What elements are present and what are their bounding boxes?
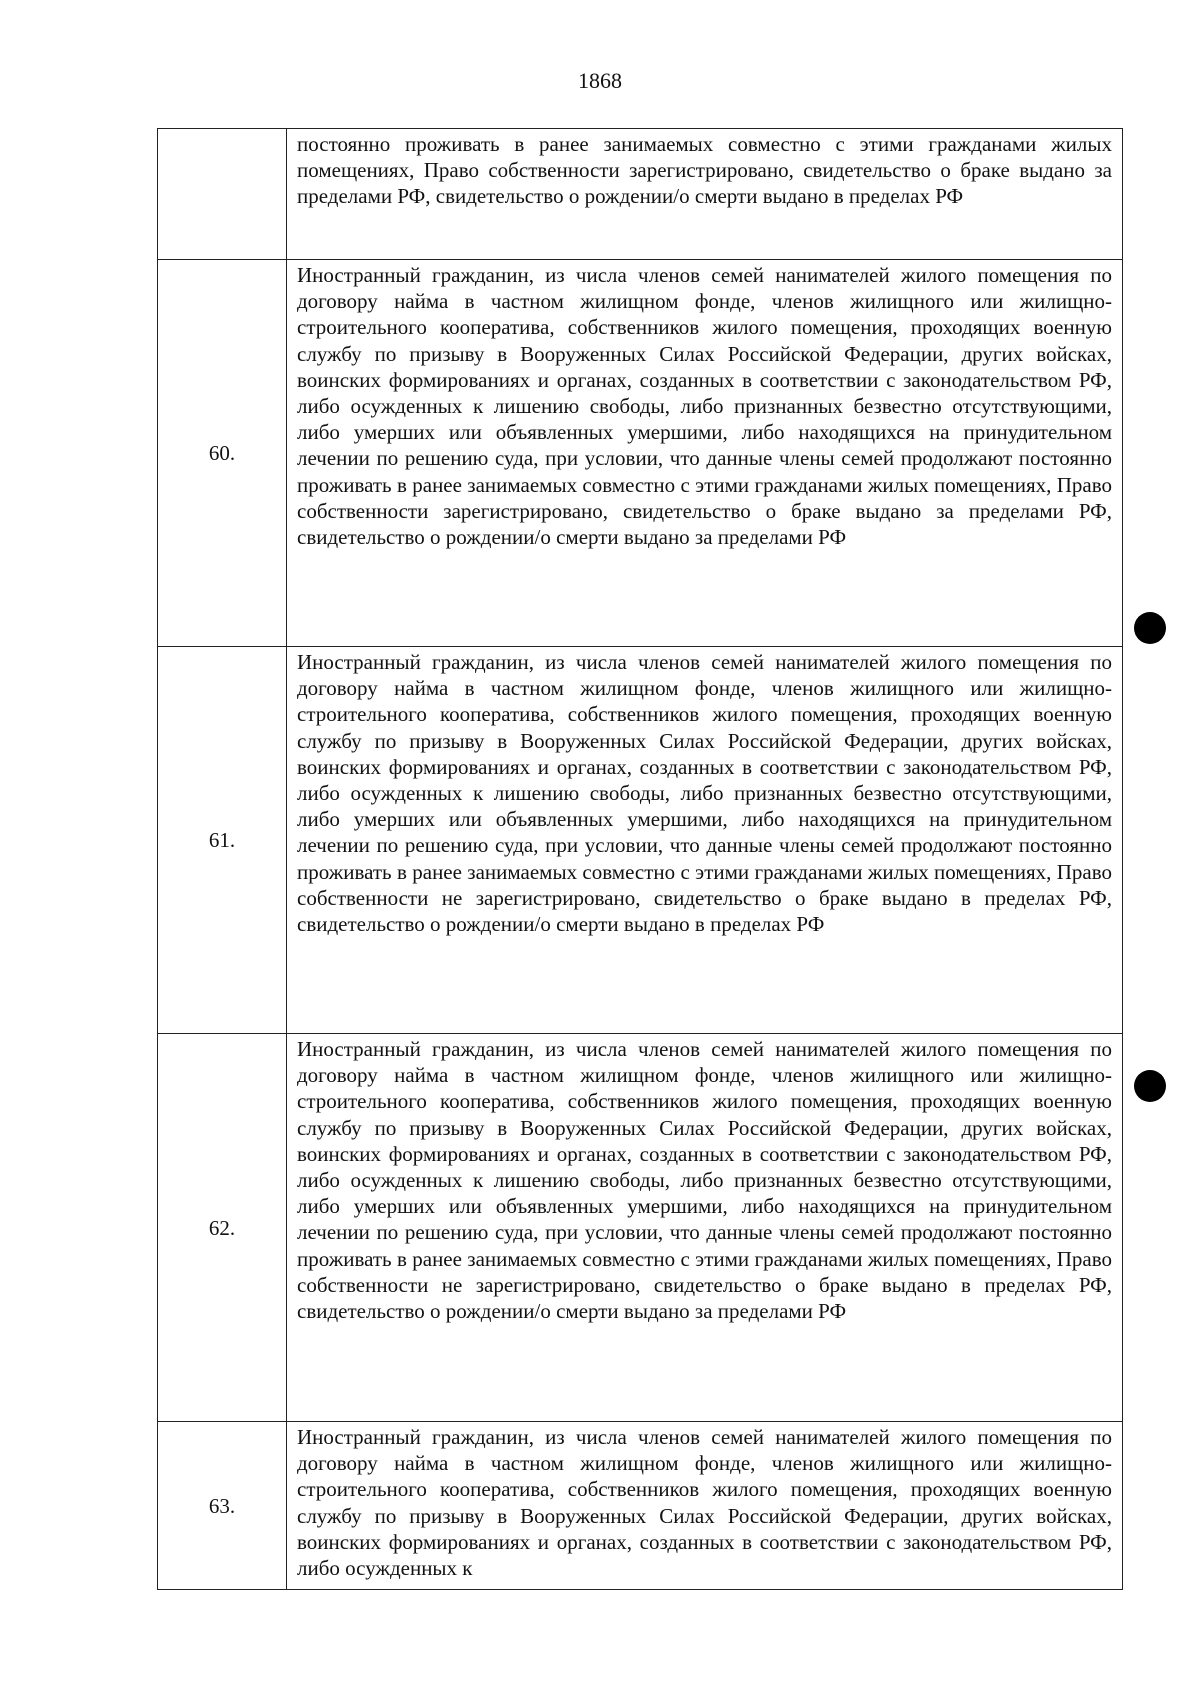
table-row <box>158 1422 1123 1590</box>
document-table <box>157 128 1123 1590</box>
table-row <box>158 129 1123 260</box>
page-number: 1868 <box>578 68 622 93</box>
punch-hole-mark <box>1134 612 1166 644</box>
row-number: 60. <box>158 260 287 647</box>
row-number: 61. <box>158 647 287 1034</box>
row-text: Иностранный гражданин, из числа членов семей нанимателей жилого помещения по договору найма в частном жилищном фонде, членов жилищного или жилищно-строительного кооператива, собственников жилого помещения, проходящих военную службу по призыву в Вооруженных Силах Российской Федерации, других войсках, воинских формированиях и органах, созданных в соответствии с законодательством РФ, либо осужденных к лишению свободы, либо признанных безвестно отсутствующими, либо умерших или объявленных умершими, либо находящихся на принудительном лечении по решению суда, при условии, что данные члены семей продолжают постоянно проживать в ранее занимаемых совместно с этими гражданами жилых помещениях, Право собственности не зарегистрировано, свидетельство о браке выдано в пределах РФ, свидетельство о рождении/о смерти выдано за пределами РФ <box>287 1034 1123 1422</box>
row-text: Иностранный гражданин, из числа членов семей нанимателей жилого помещения по договору найма в частном жилищном фонде, членов жилищного или жилищно-строительного кооператива, собственников жилого помещения, проходящих военную службу по призыву в Вооруженных Силах Российской Федерации, других войсках, воинских формированиях и органах, созданных в соответствии с законодательством РФ, либо осужденных к лишению свободы, либо признанных безвестно отсутствующими, либо умерших или объявленных умершими, либо находящихся на принудительном лечении по решению суда, при условии, что данные члены семей продолжают постоянно проживать в ранее занимаемых совместно с этими гражданами жилых помещениях, Право собственности не зарегистрировано, свидетельство о браке выдано в пределах РФ, свидетельство о рождении/о смерти выдано в пределах РФ <box>287 647 1123 1034</box>
row-text: Иностранный гражданин, из числа членов семей нанимателей жилого помещения по договору найма в частном жилищном фонде, членов жилищного или жилищно-строительного кооператива, собственников жилого помещения, проходящих военную службу по призыву в Вооруженных Силах Российской Федерации, других войсках, воинских формированиях и органах, созданных в соответствии с законодательством РФ, либо осужденных к <box>287 1422 1123 1590</box>
row-number: 62. <box>158 1034 287 1422</box>
row-text: Иностранный гражданин, из числа членов семей нанимателей жилого помещения по договору найма в частном жилищном фонде, членов жилищного или жилищно-строительного кооператива, собственников жилого помещения, проходящих военную службу по призыву в Вооруженных Силах Российской Федерации, других войсках, воинских формированиях и органах, созданных в соответствии с законодательством РФ, либо осужденных к лишению свободы, либо признанных безвестно отсутствующими, либо умерших или объявленных умершими, либо находящихся на принудительном лечении по решению суда, при условии, что данные члены семей продолжают постоянно проживать в ранее занимаемых совместно с этими гражданами жилых помещениях, Право собственности зарегистрировано, свидетельство о браке выдано за пределами РФ, свидетельство о рождении/о смерти выдано за пределами РФ <box>287 260 1123 647</box>
row-text: постоянно проживать в ранее занимаемых совместно с этими гражданами жилых помещениях, Право собственности зарегистрировано, свидетельство о браке выдано за пределами РФ, свидетельство о рождении/о смерти выдано в пределах РФ <box>287 129 1123 260</box>
row-number <box>158 129 287 260</box>
table-row <box>158 647 1123 1034</box>
punch-hole-mark <box>1134 1070 1166 1102</box>
row-number: 63. <box>158 1422 287 1590</box>
table-row <box>158 1034 1123 1422</box>
table-row <box>158 260 1123 647</box>
